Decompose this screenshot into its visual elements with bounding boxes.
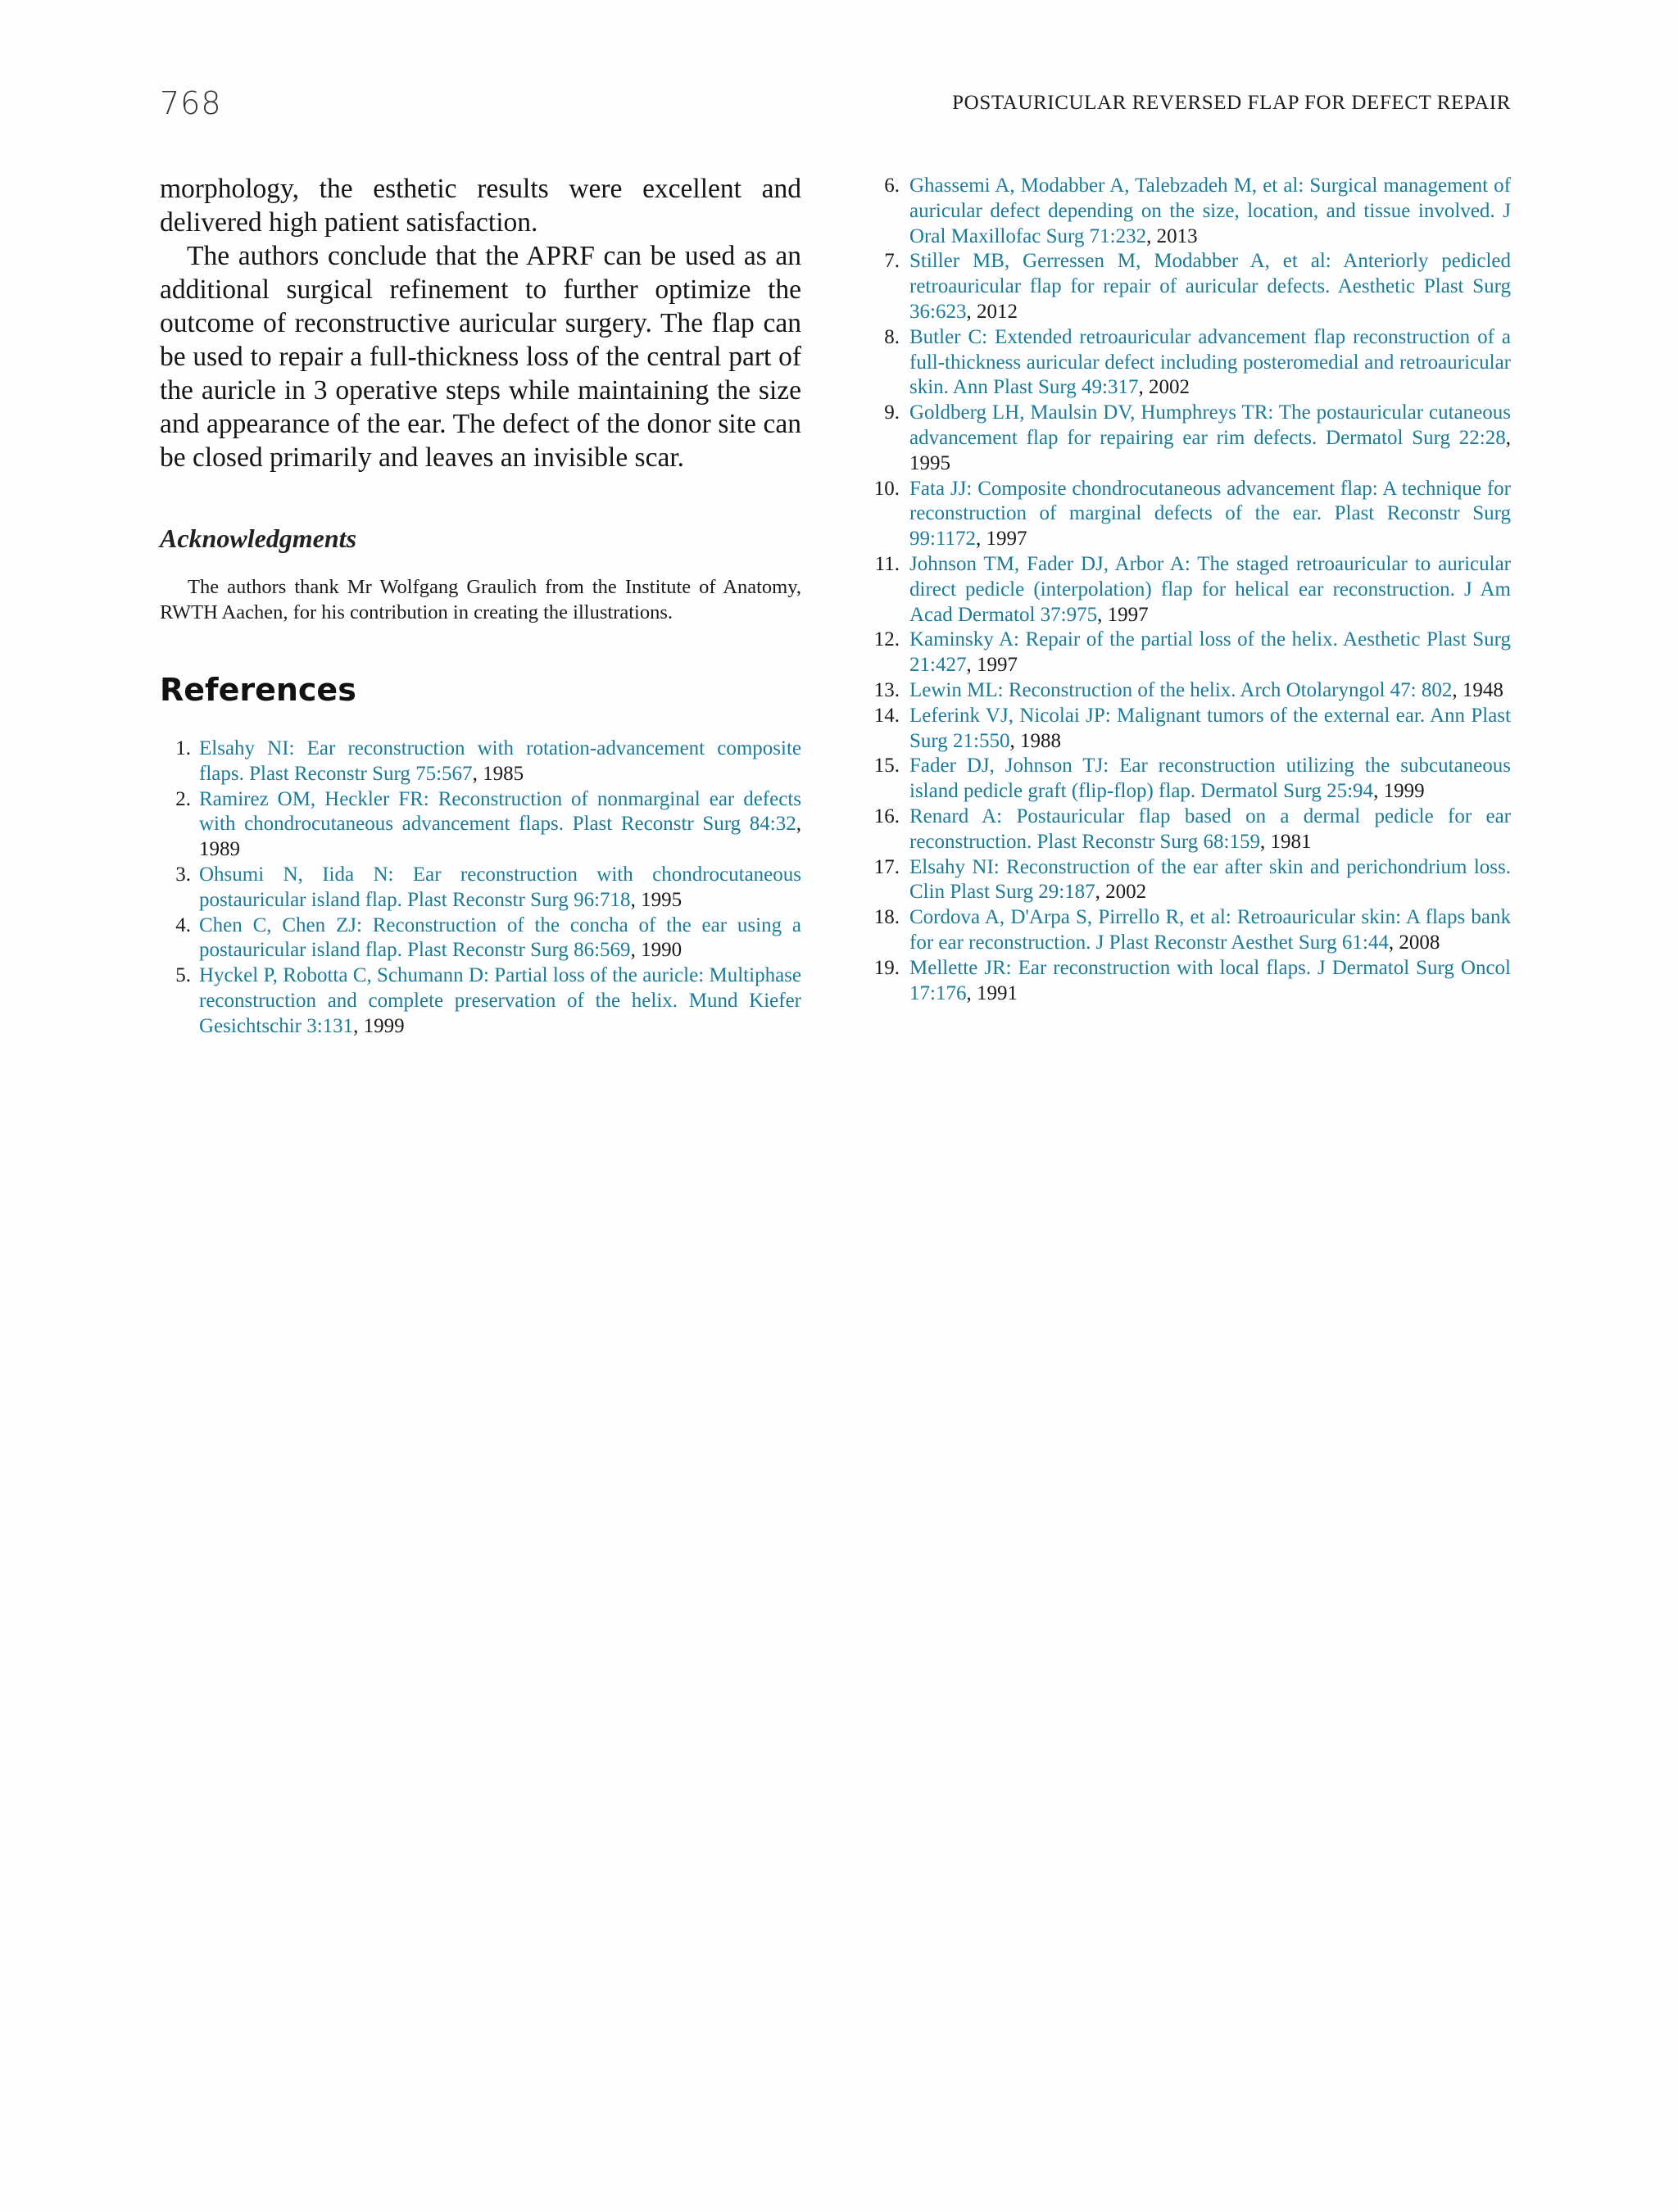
reference-number: 19. — [873, 956, 900, 979]
reference-item — [864, 754, 1511, 805]
reference-item — [864, 477, 1511, 552]
reference-number: 14. — [873, 704, 900, 727]
reference-link[interactable]: Renard A: Postauricular flap based on a dermal pedicle for ear reconstruction. Plast Reconstr Surg 68:159 — [909, 805, 1511, 853]
reference-item — [864, 628, 1511, 678]
page-number: 768 — [160, 85, 222, 121]
acknowledgments-heading: Acknowledgments — [160, 524, 357, 553]
reference-number: 2. — [175, 787, 191, 810]
reference-item — [864, 678, 1511, 704]
reference-item — [160, 737, 801, 787]
reference-year: , 1990 — [630, 939, 683, 962]
reference-link[interactable]: Fader DJ, Johnson TJ: Ear reconstruction utilizing the subcutaneous island pedicle graft (flip-flop) flap. Dermatol Surg 25:94 — [909, 755, 1511, 803]
reference-number: 7. — [884, 250, 900, 273]
reference-item — [864, 174, 1511, 249]
reference-link[interactable]: Ohsumi N, Iida N: Ear reconstruction with chondrocutaneous postauricular island flap. Plast Reconstr Surg 96:718 — [199, 863, 801, 911]
reference-number: 9. — [884, 401, 900, 424]
reference-link[interactable]: Lewin ML: Reconstruction of the helix. Arch Otolaryngol 47: 802 — [909, 678, 1453, 701]
reference-number: 15. — [873, 755, 900, 777]
reference-year: , 1989 — [199, 813, 801, 861]
reference-year: , 1995 — [909, 426, 1511, 474]
reference-year: , 2013 — [1146, 224, 1198, 247]
reference-number: 6. — [884, 175, 900, 197]
reference-item — [864, 704, 1511, 755]
reference-year: , 1999 — [353, 1014, 405, 1037]
reference-year: , 1948 — [1452, 678, 1503, 701]
reference-link[interactable]: Ramirez OM, Heckler FR: Reconstruction of nonmarginal ear defects with chondrocutaneous advancement flaps. Plast Reconstr Surg 84:32 — [199, 787, 801, 836]
reference-number: 5. — [175, 964, 191, 987]
reference-number: 11. — [874, 552, 900, 575]
reference-link[interactable]: Butler C: Extended retroauricular advancement flap reconstruction of a full-thickness auricular defect including posteromedial and retroauricular skin. Ann Plast Surg 49:317 — [909, 325, 1511, 399]
reference-year: , 1995 — [630, 888, 683, 911]
reference-item — [160, 863, 801, 913]
reference-year: , 1999 — [1373, 780, 1425, 803]
body-paragraph: The authors conclude that the APRF can be used as an additional surgical refinement to further optimize the outcome of reconstructive auricular surgery. The flap can be used to repair a full-thickness loss of the central part of the auricle in 3 operative steps while maintaining the size and appearance of the ear. The defect of the donor site can be closed primarily and leaves an invisible scar. — [160, 241, 801, 473]
reference-link[interactable]: Goldberg LH, Maulsin DV, Humphreys TR: The postauricular cutaneous advancement flap for repairing ear rim defects. Dermatol Surg 22:28 — [909, 401, 1511, 449]
reference-year: , 2008 — [1388, 931, 1440, 954]
reference-link[interactable]: Elsahy NI: Ear reconstruction with rotation-advancement composite flaps. Plast Reconstr Surg 75:567 — [199, 737, 801, 785]
right-column — [864, 174, 1511, 1006]
references-heading: References — [160, 672, 356, 708]
reference-item — [864, 905, 1511, 956]
reference-year: , 1997 — [976, 528, 1027, 551]
reference-link[interactable]: Kaminsky A: Repair of the partial loss of the helix. Aesthetic Plast Surg 21:427 — [909, 628, 1511, 677]
reference-link[interactable]: Elsahy NI: Reconstruction of the ear after skin and perichondrium loss. Clin Plast Surg 29:187 — [909, 855, 1511, 904]
reference-number: 8. — [884, 325, 900, 348]
reference-number: 12. — [873, 628, 900, 651]
reference-item — [864, 956, 1511, 1007]
reference-number: 3. — [175, 863, 191, 886]
reference-item — [864, 855, 1511, 906]
running-head: POSTAURICULAR REVERSED FLAP FOR DEFECT REPAIR — [952, 92, 1511, 114]
body-paragraph: morphology, the esthetic results were excellent and delivered high patient satisfaction. — [160, 174, 801, 238]
reference-link[interactable]: Hyckel P, Robotta C, Schumann D: Partial loss of the auricle: Multiphase reconstruction and complete preservation of the helix. Mund Kiefer Gesichtschir 3:131 — [199, 964, 801, 1037]
reference-item — [864, 401, 1511, 476]
reference-item — [160, 913, 801, 964]
reference-link[interactable]: Fata JJ: Composite chondrocutaneous advancement flap: A technique for reconstruction of marginal defects of the ear. Plast Reconstr Surg 99:1172 — [909, 477, 1511, 551]
reference-year: , 2002 — [1138, 376, 1190, 399]
reference-item — [864, 805, 1511, 855]
reference-year: , 1997 — [1097, 603, 1149, 626]
reference-list-continued — [864, 174, 1511, 1006]
reference-link[interactable]: Stiller MB, Gerressen M, Modabber A, et al: Anteriorly pedicled retroauricular flap for repair of auricular defects. Aesthetic Plast Surg 36:623 — [909, 250, 1511, 323]
reference-link[interactable]: Cordova A, D'Arpa S, Pirrello R, et al: Retroauricular skin: A flaps bank for ear reconstruction. J Plast Reconstr Aesthet Surg 61:44 — [909, 906, 1511, 954]
reference-number: 16. — [873, 805, 900, 827]
reference-item — [160, 963, 801, 1039]
reference-year: , 1981 — [1259, 830, 1312, 853]
reference-link[interactable]: Chen C, Chen ZJ: Reconstruction of the concha of the ear using a postauricular island flap. Plast Reconstr Surg 86:569 — [199, 913, 801, 962]
reference-number: 13. — [873, 678, 900, 701]
reference-link[interactable]: Leferink VJ, Nicolai JP: Malignant tumors of the external ear. Ann Plast Surg 21:550 — [909, 704, 1511, 752]
acknowledgments-text: The authors thank Mr Wolfgang Graulich from the Institute of Anatomy, RWTH Aachen, for his contribution in creating the illustrations. — [160, 576, 801, 623]
reference-number: 10. — [873, 477, 900, 500]
reference-item — [864, 249, 1511, 324]
left-column — [160, 172, 801, 1040]
reference-year: , 1985 — [472, 762, 524, 785]
reference-number: 18. — [873, 906, 900, 929]
reference-year: , 2002 — [1095, 881, 1147, 904]
reference-list — [160, 737, 801, 1040]
reference-number: 1. — [175, 737, 191, 759]
reference-year: , 2012 — [966, 300, 1018, 323]
reference-year: , 1991 — [966, 981, 1018, 1004]
reference-link[interactable]: Johnson TM, Fader DJ, Arbor A: The staged retroauricular to auricular direct pedicle (interpolation) flap for helical ear reconstruction. J Am Acad Dermatol 37:975 — [909, 552, 1511, 626]
reference-year: , 1997 — [966, 654, 1018, 677]
reference-item — [864, 552, 1511, 628]
reference-link[interactable]: Mellette JR: Ear reconstruction with local flaps. J Dermatol Surg Oncol 17:176 — [909, 956, 1511, 1004]
reference-number: 17. — [873, 855, 900, 878]
reference-item — [864, 325, 1511, 401]
reference-item — [160, 787, 801, 863]
reference-year: , 1988 — [1009, 729, 1061, 752]
reference-link[interactable]: Ghassemi A, Modabber A, Talebzadeh M, et al: Surgical management of auricular defect depending on the size, location, and tissue involved. J Oral Maxillofac Surg 71:232 — [909, 175, 1511, 247]
reference-number: 4. — [175, 913, 191, 936]
